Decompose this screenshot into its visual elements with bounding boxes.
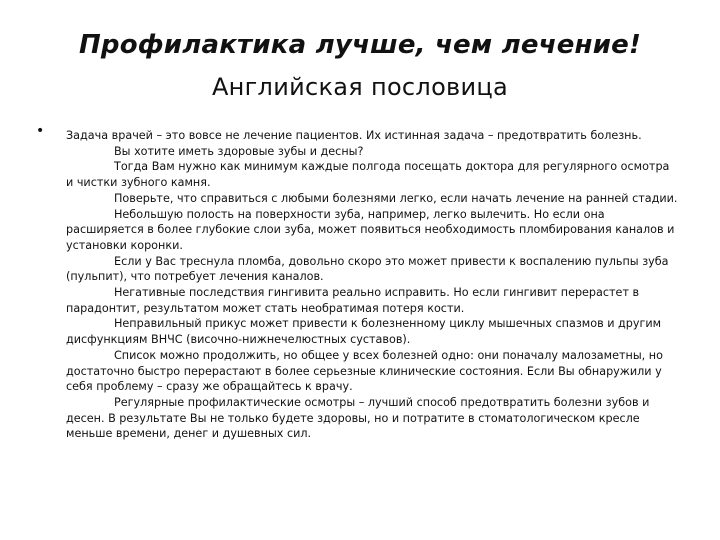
title-block <box>0 28 720 104</box>
paragraph: Поверьте, что справиться с любыми болезнями легко, если начать лечение на ранней стадии. <box>114 191 678 205</box>
slide-title: Профилактика лучше, чем лечение! <box>78 30 642 60</box>
paragraph: Негативные последствия гингивита реально исправить. Но если гингивит перерастет в парадонтит, результатом может стать необратимая потеря кости. <box>66 286 640 315</box>
paragraph: Регулярные профилактические осмотры – лучший способ предотвратить болезни зубов и десен. В результате Вы не только будете здоровы, но и потратите в стоматологическом кресле меньше времени, денег и душевных сил. <box>66 395 650 441</box>
paragraph: Вы хотите иметь здоровые зубы и десны? <box>114 144 364 158</box>
bullet-marker: • <box>36 123 45 139</box>
paragraph: Тогда Вам нужно как минимум каждые полгода посещать доктора для регулярного осмотра и чистки зубного камня. <box>66 160 670 190</box>
body-text <box>66 128 678 442</box>
slide-subtitle: Английская пословица <box>211 73 509 101</box>
paragraph: Задача врачей – это вовсе не лечение пациентов. Их истинная задача – предотвратить болезнь. <box>66 129 642 142</box>
paragraph: Если у Вас треснула пломба, довольно скоро это может привести к воспалению пульпы зуба (пульпит), что потребует лечения каналов. <box>66 254 669 284</box>
paragraph: Список можно продолжить, но общее у всех болезней одно: они поначалу малозаметны, но достаточно быстро перерастают в более серьезные клинические состояния. Если Вы обнаружили у себя проблему – сразу же обращайтесь к врачу. <box>66 348 663 394</box>
paragraph: Небольшую полость на поверхности зуба, например, легко вылечить. Но если она расширяется в более глубокие слои зуба, может появиться необходимость пломбирования каналов и установки коронки. <box>66 207 675 252</box>
paragraph: Неправильный прикус может привести к болезненному циклу мышечных спазмов и другим дисфункциям ВНЧС (височно-нижнечелюстных суставов). <box>66 317 662 347</box>
